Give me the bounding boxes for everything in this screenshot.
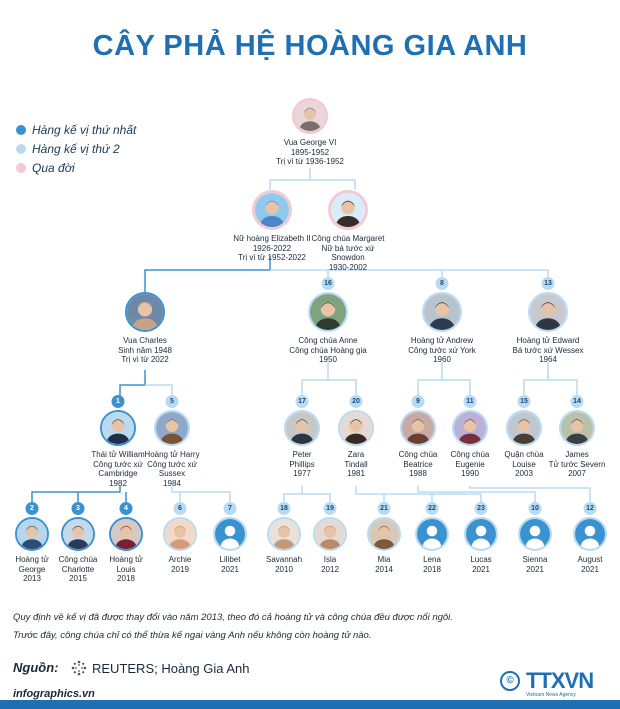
caption-line: Lucas bbox=[470, 555, 492, 564]
person-caption bbox=[506, 336, 590, 365]
reuters-logo-icon bbox=[70, 659, 88, 677]
caption-line: Sussex bbox=[158, 469, 186, 478]
portrait-photo-icon bbox=[530, 294, 566, 330]
portrait-photo-icon bbox=[315, 519, 345, 549]
portrait-photo-icon bbox=[331, 193, 365, 227]
connector-gen3-others bbox=[302, 362, 577, 398]
caption-line: Eugenie bbox=[455, 459, 485, 469]
silhouette-icon bbox=[520, 519, 550, 549]
portrait-photo-icon bbox=[561, 412, 593, 444]
caption-line: Công chúa bbox=[398, 450, 438, 459]
caption-line: 2019 bbox=[171, 564, 189, 574]
succession-badge: 12 bbox=[584, 502, 597, 515]
caption-line: 1977 bbox=[293, 469, 311, 478]
caption-line: Hoàng tử Edward bbox=[516, 336, 580, 345]
portrait bbox=[125, 292, 165, 332]
brand-subtitle: Vietnam News Agency bbox=[526, 692, 576, 698]
person-caption bbox=[548, 555, 620, 574]
portrait bbox=[367, 517, 401, 551]
portrait-photo-icon bbox=[17, 519, 47, 549]
source-credit bbox=[70, 659, 250, 677]
caption-line: Beatrice bbox=[403, 459, 433, 469]
caption-line: Công chúa bbox=[450, 450, 490, 459]
portrait bbox=[452, 410, 488, 446]
portrait bbox=[267, 517, 301, 551]
portrait-photo-icon bbox=[165, 519, 195, 549]
silhouette-icon bbox=[417, 519, 447, 549]
portrait-photo-icon bbox=[156, 412, 188, 444]
caption-line: 1982 bbox=[109, 478, 127, 488]
person-caption bbox=[130, 450, 214, 488]
person-caption bbox=[535, 450, 619, 479]
caption-line: Phillips bbox=[289, 459, 315, 469]
succession-badge: 10 bbox=[529, 502, 542, 515]
brand-name: TTXVN bbox=[526, 668, 594, 693]
caption-line: 1960 bbox=[433, 355, 451, 364]
caption-line: 1964 bbox=[539, 355, 557, 364]
caption-line: Sinh năm 1948 bbox=[118, 345, 172, 355]
person-caption bbox=[306, 234, 390, 272]
succession-badge: 3 bbox=[72, 502, 85, 515]
caption-line: 1926-2022 bbox=[252, 243, 292, 253]
silhouette-icon bbox=[215, 519, 245, 549]
portrait-photo-icon bbox=[340, 412, 372, 444]
portrait bbox=[292, 98, 328, 134]
caption-line: 2018 bbox=[423, 564, 441, 574]
copyright-icon: © bbox=[500, 671, 520, 691]
caption-line: Bá tước xứ Wessex bbox=[512, 345, 584, 355]
caption-line: Vua George VI bbox=[283, 138, 337, 147]
portrait-photo-icon bbox=[269, 519, 299, 549]
succession-badge: 1 bbox=[112, 395, 125, 408]
caption-line: Hoàng tử bbox=[15, 555, 49, 564]
portrait bbox=[61, 517, 95, 551]
portrait bbox=[100, 410, 136, 446]
person-caption bbox=[103, 336, 187, 365]
portrait bbox=[573, 517, 607, 551]
portrait bbox=[284, 410, 320, 446]
succession-badge: 17 bbox=[296, 395, 309, 408]
caption-line: Quận chúa bbox=[504, 450, 544, 459]
caption-line: 2003 bbox=[515, 469, 533, 478]
caption-line: 1895-1952 bbox=[290, 147, 330, 157]
caption-line: Peter bbox=[292, 450, 312, 459]
portrait-photo-icon bbox=[127, 294, 163, 330]
succession-badge: 7 bbox=[224, 502, 237, 515]
succession-badge: 15 bbox=[518, 395, 531, 408]
person-caption bbox=[400, 336, 484, 365]
caption-line: Công tước xứ bbox=[147, 459, 197, 469]
silhouette-icon bbox=[466, 519, 496, 549]
caption-line: Charlotte bbox=[61, 564, 95, 574]
caption-line: Công tước xứ bbox=[93, 459, 143, 469]
caption-line: Trị vì từ 1952-2022 bbox=[238, 253, 306, 262]
legend-label-first: Hàng kế vị thứ nhất bbox=[32, 123, 137, 137]
succession-badge: 11 bbox=[464, 395, 477, 408]
portrait bbox=[338, 410, 374, 446]
legend-label-second: Hàng kế vị thứ 2 bbox=[32, 142, 120, 156]
portrait bbox=[252, 190, 292, 230]
page-title: CÂY PHẢ HỆ HOÀNG GIA ANH bbox=[92, 30, 528, 62]
portrait-photo-icon bbox=[369, 519, 399, 549]
succession-badge: 18 bbox=[278, 502, 291, 515]
succession-badge: 4 bbox=[120, 502, 133, 515]
ttxvn-logo bbox=[500, 668, 594, 698]
caption-line: Lilibet bbox=[219, 555, 241, 564]
portrait-photo-icon bbox=[454, 412, 486, 444]
caption-line: Hoàng tử bbox=[109, 555, 143, 564]
caption-line: Tử tước Severn bbox=[548, 459, 606, 469]
portrait-photo-icon bbox=[286, 412, 318, 444]
succession-badge: 8 bbox=[436, 277, 449, 290]
portrait-photo-icon bbox=[402, 412, 434, 444]
succession-badge: 2 bbox=[26, 502, 39, 515]
caption-line: 1984 bbox=[163, 478, 181, 488]
caption-line: Sienna bbox=[522, 555, 548, 564]
portrait bbox=[213, 517, 247, 551]
portrait bbox=[415, 517, 449, 551]
caption-line: Lena bbox=[423, 555, 441, 564]
caption-line: Công tước xứ York bbox=[408, 345, 476, 355]
caption-line: James bbox=[565, 450, 589, 459]
caption-line: Trị vì từ 2022 bbox=[121, 355, 169, 364]
source-label: Nguồn: bbox=[13, 660, 59, 675]
caption-line: 2014 bbox=[375, 564, 393, 574]
succession-badge: 13 bbox=[542, 277, 555, 290]
note-previous-rule: Trước đây, công chúa chỉ có thể thừa kế ngai vàng Anh nếu không còn hoàng tử nào. bbox=[13, 630, 372, 641]
caption-line: August bbox=[577, 555, 603, 564]
portrait-photo-icon bbox=[508, 412, 540, 444]
connector-gen1 bbox=[270, 168, 355, 190]
caption-line: 2021 bbox=[581, 564, 599, 574]
portrait-photo-icon bbox=[63, 519, 93, 549]
caption-line: Mia bbox=[377, 555, 391, 564]
portrait bbox=[154, 410, 190, 446]
caption-line: Tindall bbox=[344, 459, 368, 469]
caption-line: 1930-2002 bbox=[328, 262, 368, 272]
caption-line: Louis bbox=[116, 564, 136, 574]
caption-line: Nữ bá tước xứ Snowdon bbox=[321, 243, 375, 262]
note-succession-rule: Quy định về kế vị đã được thay đổi vào năm 2013, theo đó cả hoàng tử và công chúa đều được nối ngôi. bbox=[13, 612, 453, 623]
silhouette-icon bbox=[575, 519, 605, 549]
caption-line: 1981 bbox=[347, 469, 365, 478]
succession-badge: 21 bbox=[378, 502, 391, 515]
portrait bbox=[400, 410, 436, 446]
portrait bbox=[528, 292, 568, 332]
caption-line: 2015 bbox=[69, 574, 87, 583]
legend-label-deceased: Qua đời bbox=[32, 161, 75, 175]
person-caption bbox=[268, 138, 352, 167]
caption-line: Hoàng tử Andrew bbox=[410, 336, 474, 345]
portrait-photo-icon bbox=[102, 412, 134, 444]
portrait bbox=[109, 517, 143, 551]
caption-line: Louise bbox=[512, 459, 536, 469]
caption-line: 2018 bbox=[117, 574, 135, 583]
portrait-photo-icon bbox=[424, 294, 460, 330]
caption-line: 2013 bbox=[23, 574, 41, 583]
person-caption bbox=[286, 336, 370, 365]
person-caption bbox=[230, 234, 314, 263]
portrait-photo-icon bbox=[310, 294, 346, 330]
succession-badge: 9 bbox=[412, 395, 425, 408]
portrait bbox=[313, 517, 347, 551]
portrait-photo-icon bbox=[255, 193, 289, 227]
caption-line: 1990 bbox=[461, 469, 479, 478]
portrait bbox=[559, 410, 595, 446]
portrait-photo-icon bbox=[111, 519, 141, 549]
portrait bbox=[506, 410, 542, 446]
caption-line: 2021 bbox=[472, 564, 490, 574]
caption-line: 2021 bbox=[526, 564, 544, 574]
caption-line: 2012 bbox=[321, 564, 339, 574]
caption-line: Cambridge bbox=[98, 469, 138, 478]
succession-badge: 22 bbox=[426, 502, 439, 515]
caption-line: 2021 bbox=[221, 564, 239, 574]
caption-line: Savannah bbox=[265, 555, 303, 564]
caption-line: 1950 bbox=[319, 355, 337, 364]
succession-badge: 5 bbox=[166, 395, 179, 408]
caption-line: Công chúa Hoàng gia bbox=[289, 345, 367, 355]
caption-line: Công chúa Margaret bbox=[311, 234, 385, 243]
portrait bbox=[308, 292, 348, 332]
caption-line: 2007 bbox=[568, 469, 586, 478]
caption-line: George bbox=[18, 564, 46, 574]
caption-line: Vua Charles bbox=[123, 336, 167, 345]
succession-badge: 19 bbox=[324, 502, 337, 515]
caption-line: Công chúa bbox=[58, 555, 98, 564]
succession-badge: 6 bbox=[174, 502, 187, 515]
caption-line: Nữ hoàng Elizabeth II bbox=[233, 234, 311, 243]
footer-bar bbox=[0, 700, 620, 709]
caption-line: Archie bbox=[168, 555, 192, 564]
caption-line: Zara bbox=[347, 450, 365, 459]
caption-line: Isla bbox=[323, 555, 337, 564]
portrait-photo-icon bbox=[295, 101, 325, 131]
connector-charles bbox=[120, 370, 145, 398]
portrait bbox=[422, 292, 462, 332]
succession-badge: 14 bbox=[571, 395, 584, 408]
portrait bbox=[163, 517, 197, 551]
portrait bbox=[15, 517, 49, 551]
succession-badge: 20 bbox=[350, 395, 363, 408]
succession-badge: 23 bbox=[475, 502, 488, 515]
caption-line: Trị vì từ 1936-1952 bbox=[276, 157, 344, 166]
source-text: REUTERS; Hoàng Gia Anh bbox=[92, 660, 250, 676]
portrait bbox=[518, 517, 552, 551]
succession-badge: 16 bbox=[322, 277, 335, 290]
caption-line: Hoàng tử Harry bbox=[144, 450, 200, 459]
caption-line: Thái tử William bbox=[91, 450, 145, 459]
caption-line: Công chúa Anne bbox=[298, 336, 358, 345]
caption-line: 1988 bbox=[409, 469, 427, 478]
portrait bbox=[328, 190, 368, 230]
portrait bbox=[464, 517, 498, 551]
caption-line: 2010 bbox=[275, 564, 293, 574]
site-name: infographics.vn bbox=[13, 688, 95, 700]
